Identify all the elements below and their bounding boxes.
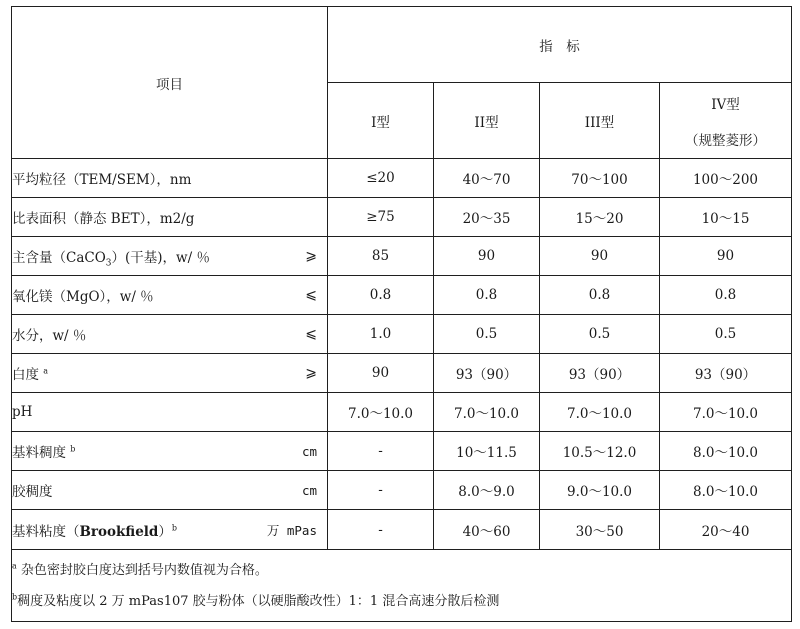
table-row	[12, 198, 792, 237]
table-row	[12, 510, 792, 550]
header-type-1-label: I型	[371, 114, 390, 131]
table-row	[12, 432, 792, 471]
row-item-label	[12, 441, 75, 461]
table-row	[12, 354, 792, 393]
cell-type-1: -	[328, 432, 434, 471]
row-item-label-pre: 基料粘度（	[12, 523, 80, 540]
cell-type-2: 20～35	[434, 198, 540, 237]
cell-type-1: 7.0～10.0	[328, 393, 434, 432]
row-item	[12, 315, 328, 354]
header-type-2	[434, 83, 540, 159]
cell-type-4: 0.8	[660, 276, 792, 315]
table-row	[12, 159, 792, 198]
notes-cell	[12, 550, 792, 622]
row-item-label-pre: 主含量（CaCO	[12, 250, 106, 266]
row-item-label	[12, 363, 48, 383]
row-item	[12, 198, 328, 237]
cell-type-1: 0.8	[328, 276, 434, 315]
note-text: 稠度及粘度以 2 万 mPas107 胶与粉体（以硬脂酸改性）1：1 混合高速分散后检测	[17, 593, 500, 609]
unit-label: cm	[301, 443, 317, 459]
header-type-3-label: III型	[584, 114, 615, 131]
footnote-mark: a	[43, 366, 49, 376]
cell-type-3: 15～20	[540, 198, 660, 237]
note-b	[12, 592, 791, 609]
cell-type-2: 90	[434, 237, 540, 276]
row-item-label-post: ）(干基)，w/ ％	[111, 250, 210, 266]
cell-type-1: -	[328, 510, 434, 550]
cell-type-4: 93（90）	[660, 354, 792, 393]
row-item	[12, 393, 328, 432]
cell-type-2: 93（90）	[434, 354, 540, 393]
row-item-label: 水分，w/ ％	[12, 328, 87, 344]
header-type-2-label: II型	[474, 114, 499, 131]
cell-type-2: 40～60	[434, 510, 540, 550]
cell-type-4: 7.0～10.0	[660, 393, 792, 432]
spec-table	[11, 6, 792, 622]
cell-type-4: 0.5	[660, 315, 792, 354]
cell-type-2: 7.0～10.0	[434, 393, 540, 432]
row-item-label-bold: Brookfield	[79, 523, 159, 540]
row-item-label: 比表面积（静态 BET），m2/g	[12, 211, 195, 227]
cell-type-3: 0.5	[540, 315, 660, 354]
row-item-label-text: 基料稠度	[12, 445, 66, 461]
cell-type-4: 90	[660, 237, 792, 276]
cell-type-3: 90	[540, 237, 660, 276]
table-row	[12, 393, 792, 432]
table-row	[12, 237, 792, 276]
header-type-4-label: IV型	[711, 96, 740, 113]
comparison-symbol: ⩾	[305, 248, 317, 264]
row-item-label-post: ）	[158, 523, 172, 540]
unit-label: 万 mPas	[266, 522, 317, 538]
cell-type-1: 90	[328, 354, 434, 393]
cell-type-3: 70～100	[540, 159, 660, 198]
cell-type-3: 9.0～10.0	[540, 471, 660, 510]
table-row	[12, 276, 792, 315]
cell-type-4: 8.0～10.0	[660, 432, 792, 471]
cell-type-1: -	[328, 471, 434, 510]
cell-type-3: 0.8	[540, 276, 660, 315]
header-indicator: 指 标	[328, 7, 792, 83]
row-item	[12, 276, 328, 315]
cell-type-1: 85	[328, 237, 434, 276]
row-item-label: 氧化镁（MgO），w/ ％	[12, 289, 154, 305]
row-item-label	[12, 520, 177, 540]
cell-type-1: ≥75	[328, 198, 434, 237]
cell-type-2: 40～70	[434, 159, 540, 198]
cell-type-2: 8.0～9.0	[434, 471, 540, 510]
table-row	[12, 471, 792, 510]
header-type-1	[328, 83, 434, 159]
cell-type-1: 1.0	[328, 315, 434, 354]
row-item-label	[12, 246, 210, 269]
note-mark: b	[12, 592, 18, 602]
row-item	[12, 471, 328, 510]
row-item-label: 平均粒径（TEM/SEM），nm	[12, 172, 192, 188]
comparison-symbol: ⩾	[305, 365, 317, 381]
cell-type-3: 30～50	[540, 510, 660, 550]
cell-type-4: 8.0～10.0	[660, 471, 792, 510]
row-item	[12, 432, 328, 471]
cell-type-3: 7.0～10.0	[540, 393, 660, 432]
cell-type-1: ≤20	[328, 159, 434, 198]
row-item	[12, 159, 328, 198]
cell-type-2: 0.8	[434, 276, 540, 315]
note-a	[12, 561, 791, 578]
header-type-4-sub: （规整菱形）	[685, 132, 766, 149]
table-row	[12, 315, 792, 354]
note-mark: a	[12, 561, 17, 571]
row-item-label-subscript: 3	[105, 258, 112, 269]
header-type-3	[540, 83, 660, 159]
cell-type-2: 0.5	[434, 315, 540, 354]
row-item	[12, 510, 328, 550]
row-item	[12, 237, 328, 276]
row-item-label-text: 白度	[12, 367, 39, 383]
row-item	[12, 354, 328, 393]
header-item: 项目	[12, 7, 328, 159]
comparison-symbol: ⩽	[305, 287, 317, 303]
header-row-top	[12, 7, 792, 83]
cell-type-2: 10～11.5	[434, 432, 540, 471]
notes-row	[12, 550, 792, 622]
row-item-label: pH	[12, 404, 33, 420]
footnote-mark: b	[171, 523, 177, 532]
cell-type-4: 20～40	[660, 510, 792, 550]
cell-type-4: 100～200	[660, 159, 792, 198]
comparison-symbol: ⩽	[305, 326, 317, 342]
header-type-4	[660, 83, 792, 159]
note-text: 杂色密封胶白度达到括号内数值视为合格。	[16, 562, 268, 578]
row-item-label: 胶稠度	[12, 484, 53, 500]
cell-type-4: 10～15	[660, 198, 792, 237]
cell-type-3: 93（90）	[540, 354, 660, 393]
footnote-mark: b	[70, 444, 76, 454]
unit-label: cm	[301, 482, 317, 498]
cell-type-3: 10.5～12.0	[540, 432, 660, 471]
